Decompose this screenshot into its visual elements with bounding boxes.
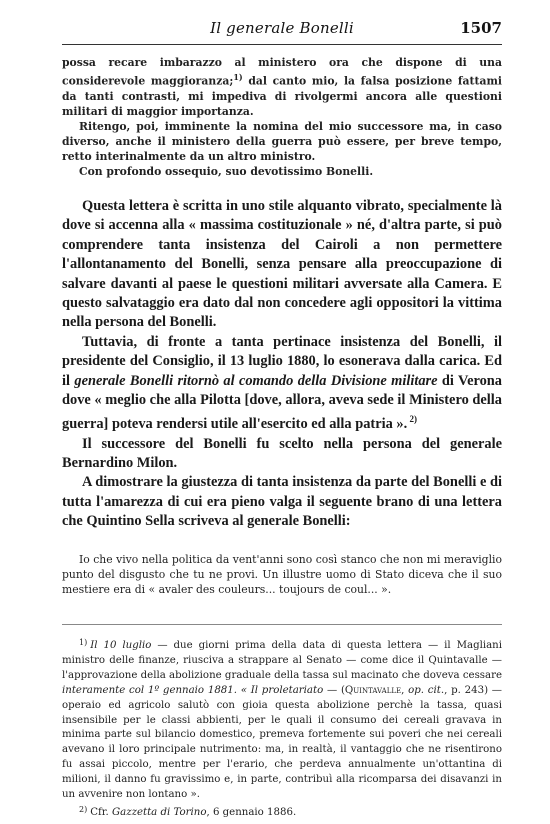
italic-phrase: generale Bonelli ritornò al comando della Divisione militare [74,372,438,389]
footnote-2: $^{2)}$ Cfr. Gazzetta di Torino, 6 gennaio 1886. [79,804,297,818]
footnote-ref-2: 2) [407,414,417,425]
letter-closing: Con profondo ossequio, suo devotissimo Bonelli. [79,164,374,178]
footnotes [62,636,502,821]
body-paragraph-3: Il successore del Bonelli fu scelto nella persona del generale Bernardino Milon. [62,435,502,472]
running-title: Il generale Bonelli [210,19,354,37]
body-paragraph-1: Questa lettera è scritta in uno stile alquanto vibrato, specialmente là dove si accenna alla « massima costituzionale » né, d'altra parte, si può comprendere tanta insistenza del Cairoli a non permettere l'allontanamento del Bonelli, senza pensare alla preoccupazione di salvare davanti al paese le questioni militari avversate alla Camera. E questo salvataggio era dato dal non concedere agli oppositori la vittima nella persona del Bonelli. [62,198,502,331]
footnote-1-number: 1) [79,638,88,647]
cited-author: Quintavalle [344,684,402,696]
letter-quotation [62,55,502,179]
letter-paragraph-2: Ritengo, poi, imminente la nomina del mio successore ma, in caso diverso, anche il ministero della guerra può essere, per breve tempo, retto interinalmente da un altro ministro. [62,119,502,163]
footnote-2-number: 2) [79,804,88,814]
body-paragraph-2: Tuttavia, di fronte a tanta pertinace insistenza del Bonelli, il presidente del Consiglio, il 13 luglio 1880, lo esonerava dalla carica. Ed il generale Bonelli ritornò al comando della Divisione militare di Verona dove « meglio che alla Pilotta [dove, allora, aveva sede il Ministero della guerra] poteva rendersi utile all'esercito ed alla patria ». $^{2)}$ [62,333,502,433]
footnote-1: $^{1)}$ Il 10 luglio — due giorni prima della data di questa lettera — il Magliani ministro delle finanze, riusciva a strappare al Senato — come dice il Quintavalle — l'approvazione della abolizione graduale della tassa sul macinato che doveva cessare interamente col 1º gennaio 1881. « Il proletariato — (Quintavalle, op. cit., p. 243) — operaio ed agricolo salutò con gioia questa abolizione perchè la tassa, quasi insensibile per le classi abbienti, per le quali il consumo dei cereali gravava in minima parte sul bilancio domestico, premeva fortemente sui poveri che nei cereali avevano il loro principale nutrimento: ma, in realtà, il vantaggio che ne risentirono fu assai piccolo, mentre per l'erario, che perdeva annualmente un'ottantina di milioni, il danno fu gravissimo e, in parte, contribuì alla ricomparsa dei disavanzi in un avvenire non lontano ». [62,638,503,801]
body-paragraph-4: A dimostrare la giustezza di tanta insistenza da parte del Bonelli e di tutta l'amarezza di cui era pieno valga il seguente brano di una lettera che Quintino Sella scriveva al generale Bonelli: [62,474,502,530]
letter-paragraph-1: possa recare imbarazzo al ministero ora che dispone di una considerevole maggioranza;$^{1)}$ dal canto mio, la falsa posizione fattami da tanti contrasti, mi impediva di rivolgermi ancora alle questioni militari di maggior importanza. [62,56,502,118]
cited-newspaper: Gazzetta di Torino [112,806,207,818]
header-rule [62,44,502,45]
footnote-ref-1: 1) [233,72,243,82]
running-head [62,19,502,41]
page-number: 1507 [460,19,502,37]
main-text [62,197,502,532]
extract-paragraph: Io che vivo nella politica da vent'anni sono così stanco che non mi meraviglio punto del disgusto che tu ne provi. Un illustre uomo di Stato diceva che il suo mestiere era di « avaler des couleurs... toujours de coul... ». [62,553,502,596]
sella-quotation [62,552,502,597]
footnote-rule [62,624,502,625]
